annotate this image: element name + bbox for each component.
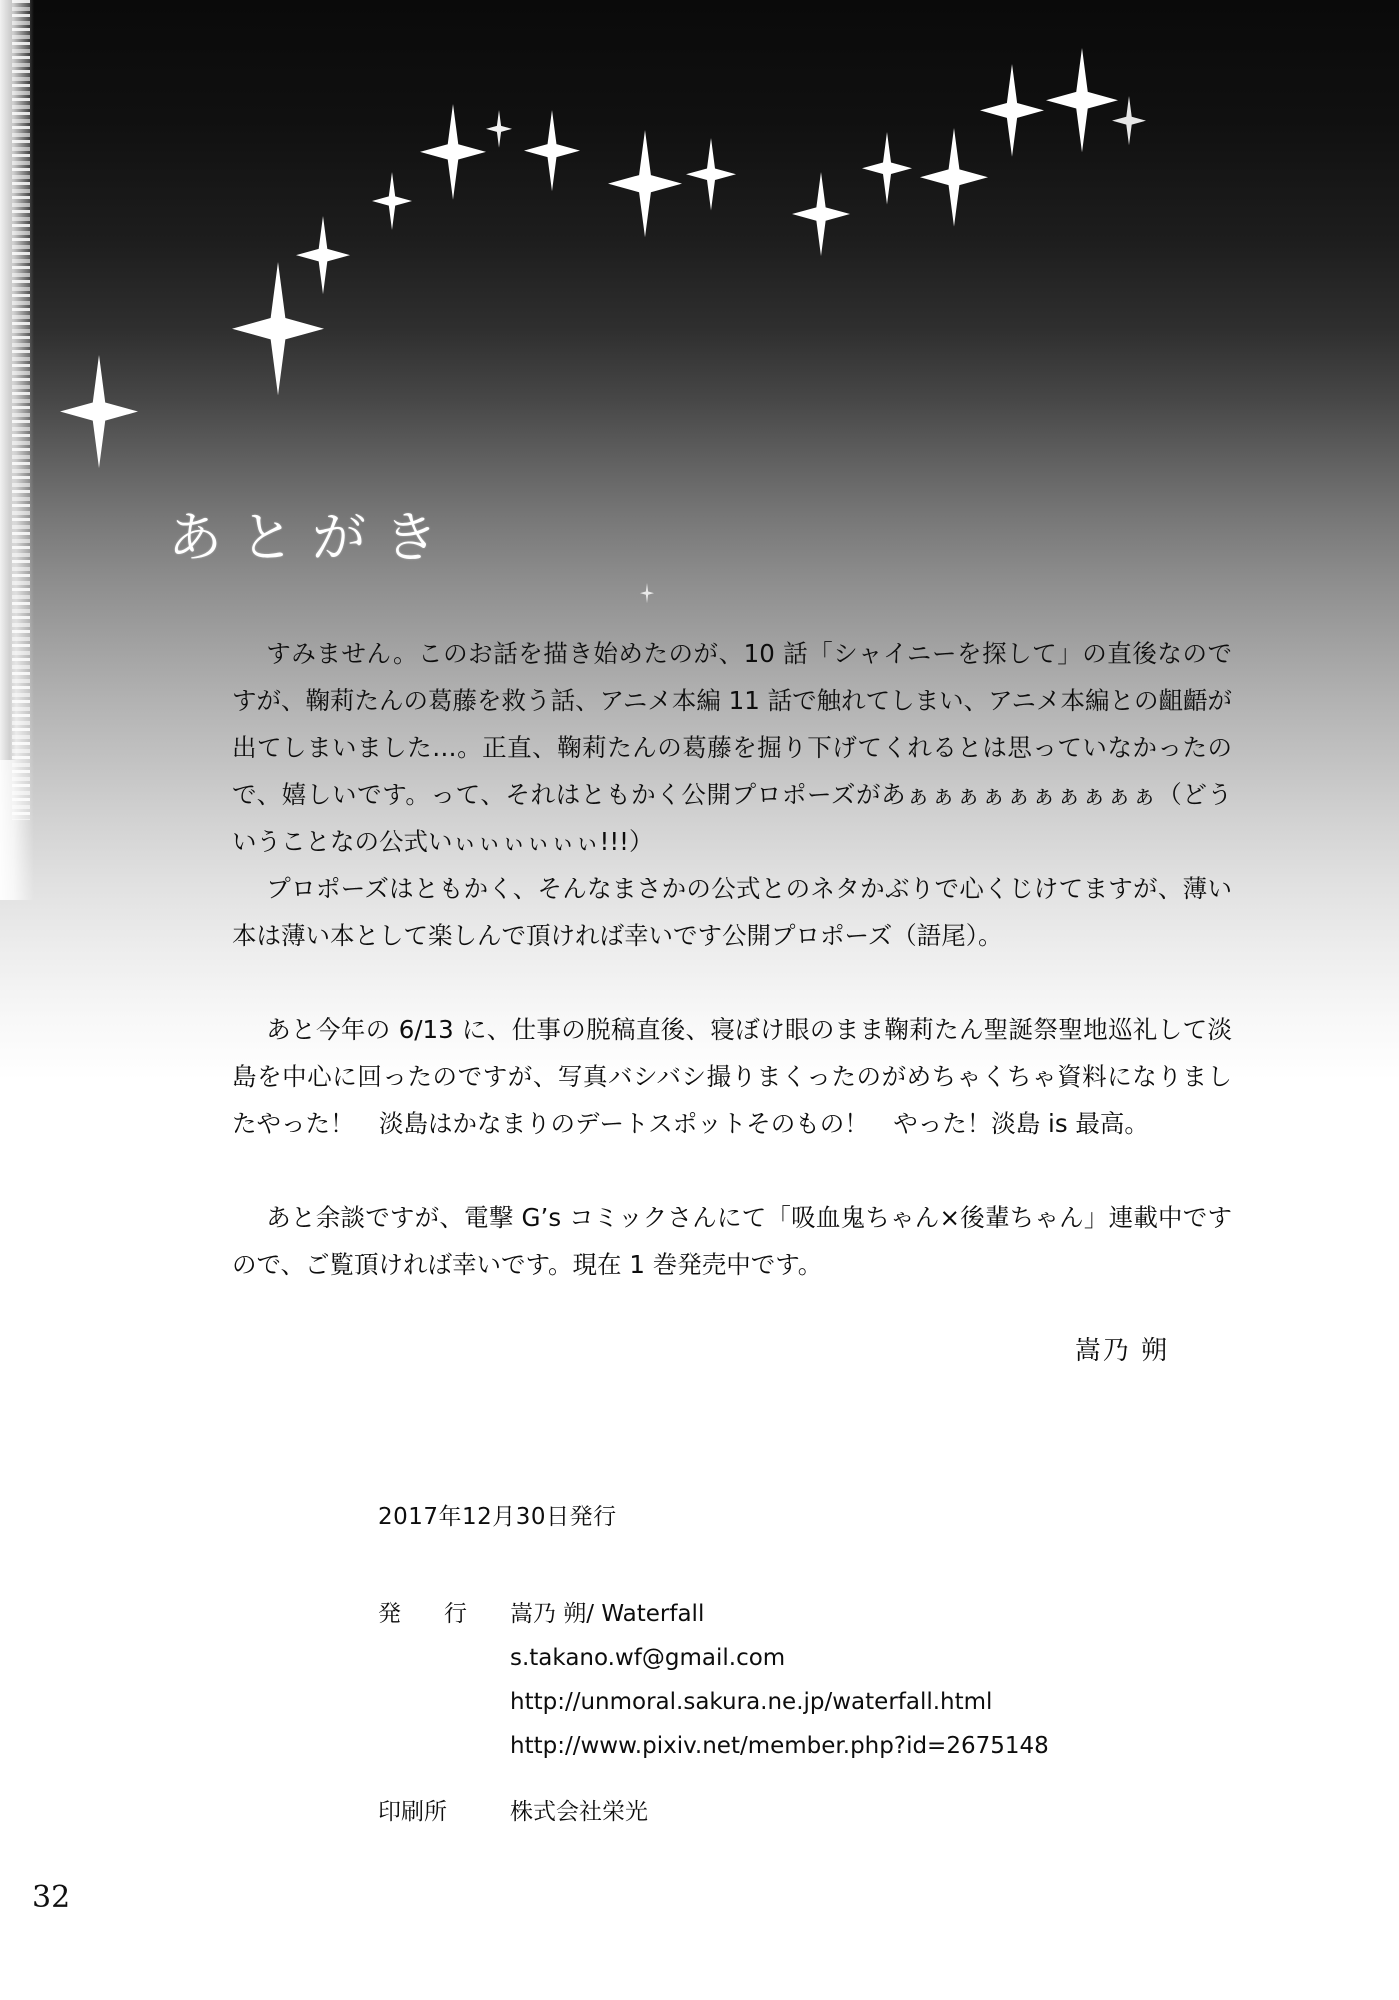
- page-number: 32: [32, 1880, 71, 1915]
- publisher-label: 発 行: [378, 1601, 477, 1627]
- printer-name: 株式会社栄光: [510, 1799, 648, 1825]
- afterword-paragraph: すみません。このお話を描き始めたのが、10 話「シャイニーを探して」の直後なのですが、鞠莉たんの葛藤を救う話、アニメ本編 11 話で触れてしまい、アニメ本編との齟齬が出てしまいました…。正直、鞠莉たんの葛藤を掘り下げてくれるとは思っていなかったので、嬉しいです。って、それはともかく公開プロポーズがあぁぁぁぁぁぁぁぁぁぁ（どういうことなの公式いぃぃぃぃぃぃ!!!）: [232, 639, 1232, 856]
- afterword-paragraph: プロポーズはともかく、そんなまさかの公式とのネタかぶりで心くじけてますが、薄い本は薄い本として楽しんで頂ければ幸いです公開プロポーズ（語尾）。: [232, 874, 1232, 950]
- afterword-paragraph: あと余談ですが、電撃 G’s コミックさんにて「吸血鬼ちゃん×後輩ちゃん」連載中ですので、ご覧頂ければ幸いです。現在 1 巻発売中です。: [232, 1203, 1232, 1279]
- publisher-website-url[interactable]: http://unmoral.sakura.ne.jp/waterfall.html: [510, 1689, 993, 1715]
- page-title: あとがき: [168, 506, 456, 569]
- printer-values: [510, 1790, 648, 1834]
- publisher-email[interactable]: s.takano.wf@gmail.com: [510, 1645, 786, 1671]
- publisher-values: [510, 1592, 1049, 1768]
- scan-binding-highlight: [0, 0, 34, 900]
- printer-block: [378, 1790, 648, 1834]
- publisher-name: 嵩乃 朔/ Waterfall: [510, 1601, 705, 1627]
- publisher-pixiv-url[interactable]: http://www.pixiv.net/member.php?id=2675148: [510, 1733, 1049, 1759]
- publication-date: 2017年12月30日発行: [378, 1504, 617, 1530]
- printer-label: 印刷所: [378, 1799, 447, 1825]
- afterword-body: [232, 630, 1232, 1288]
- publisher-block: [378, 1592, 1049, 1768]
- afterword-paragraph: あと今年の 6/13 に、仕事の脱稿直後、寝ぼけ眼のまま鞠莉たん聖誕祭聖地巡礼して淡島を中心に回ったのですが、写真バシバシ撮りまくったのがめちゃくちゃ資料になりましたやった！ 淡島はかなまりのデートスポットそのもの！ やった！淡島 is 最高。: [232, 1015, 1232, 1138]
- author-signature: 嵩乃 朔: [1074, 1336, 1169, 1366]
